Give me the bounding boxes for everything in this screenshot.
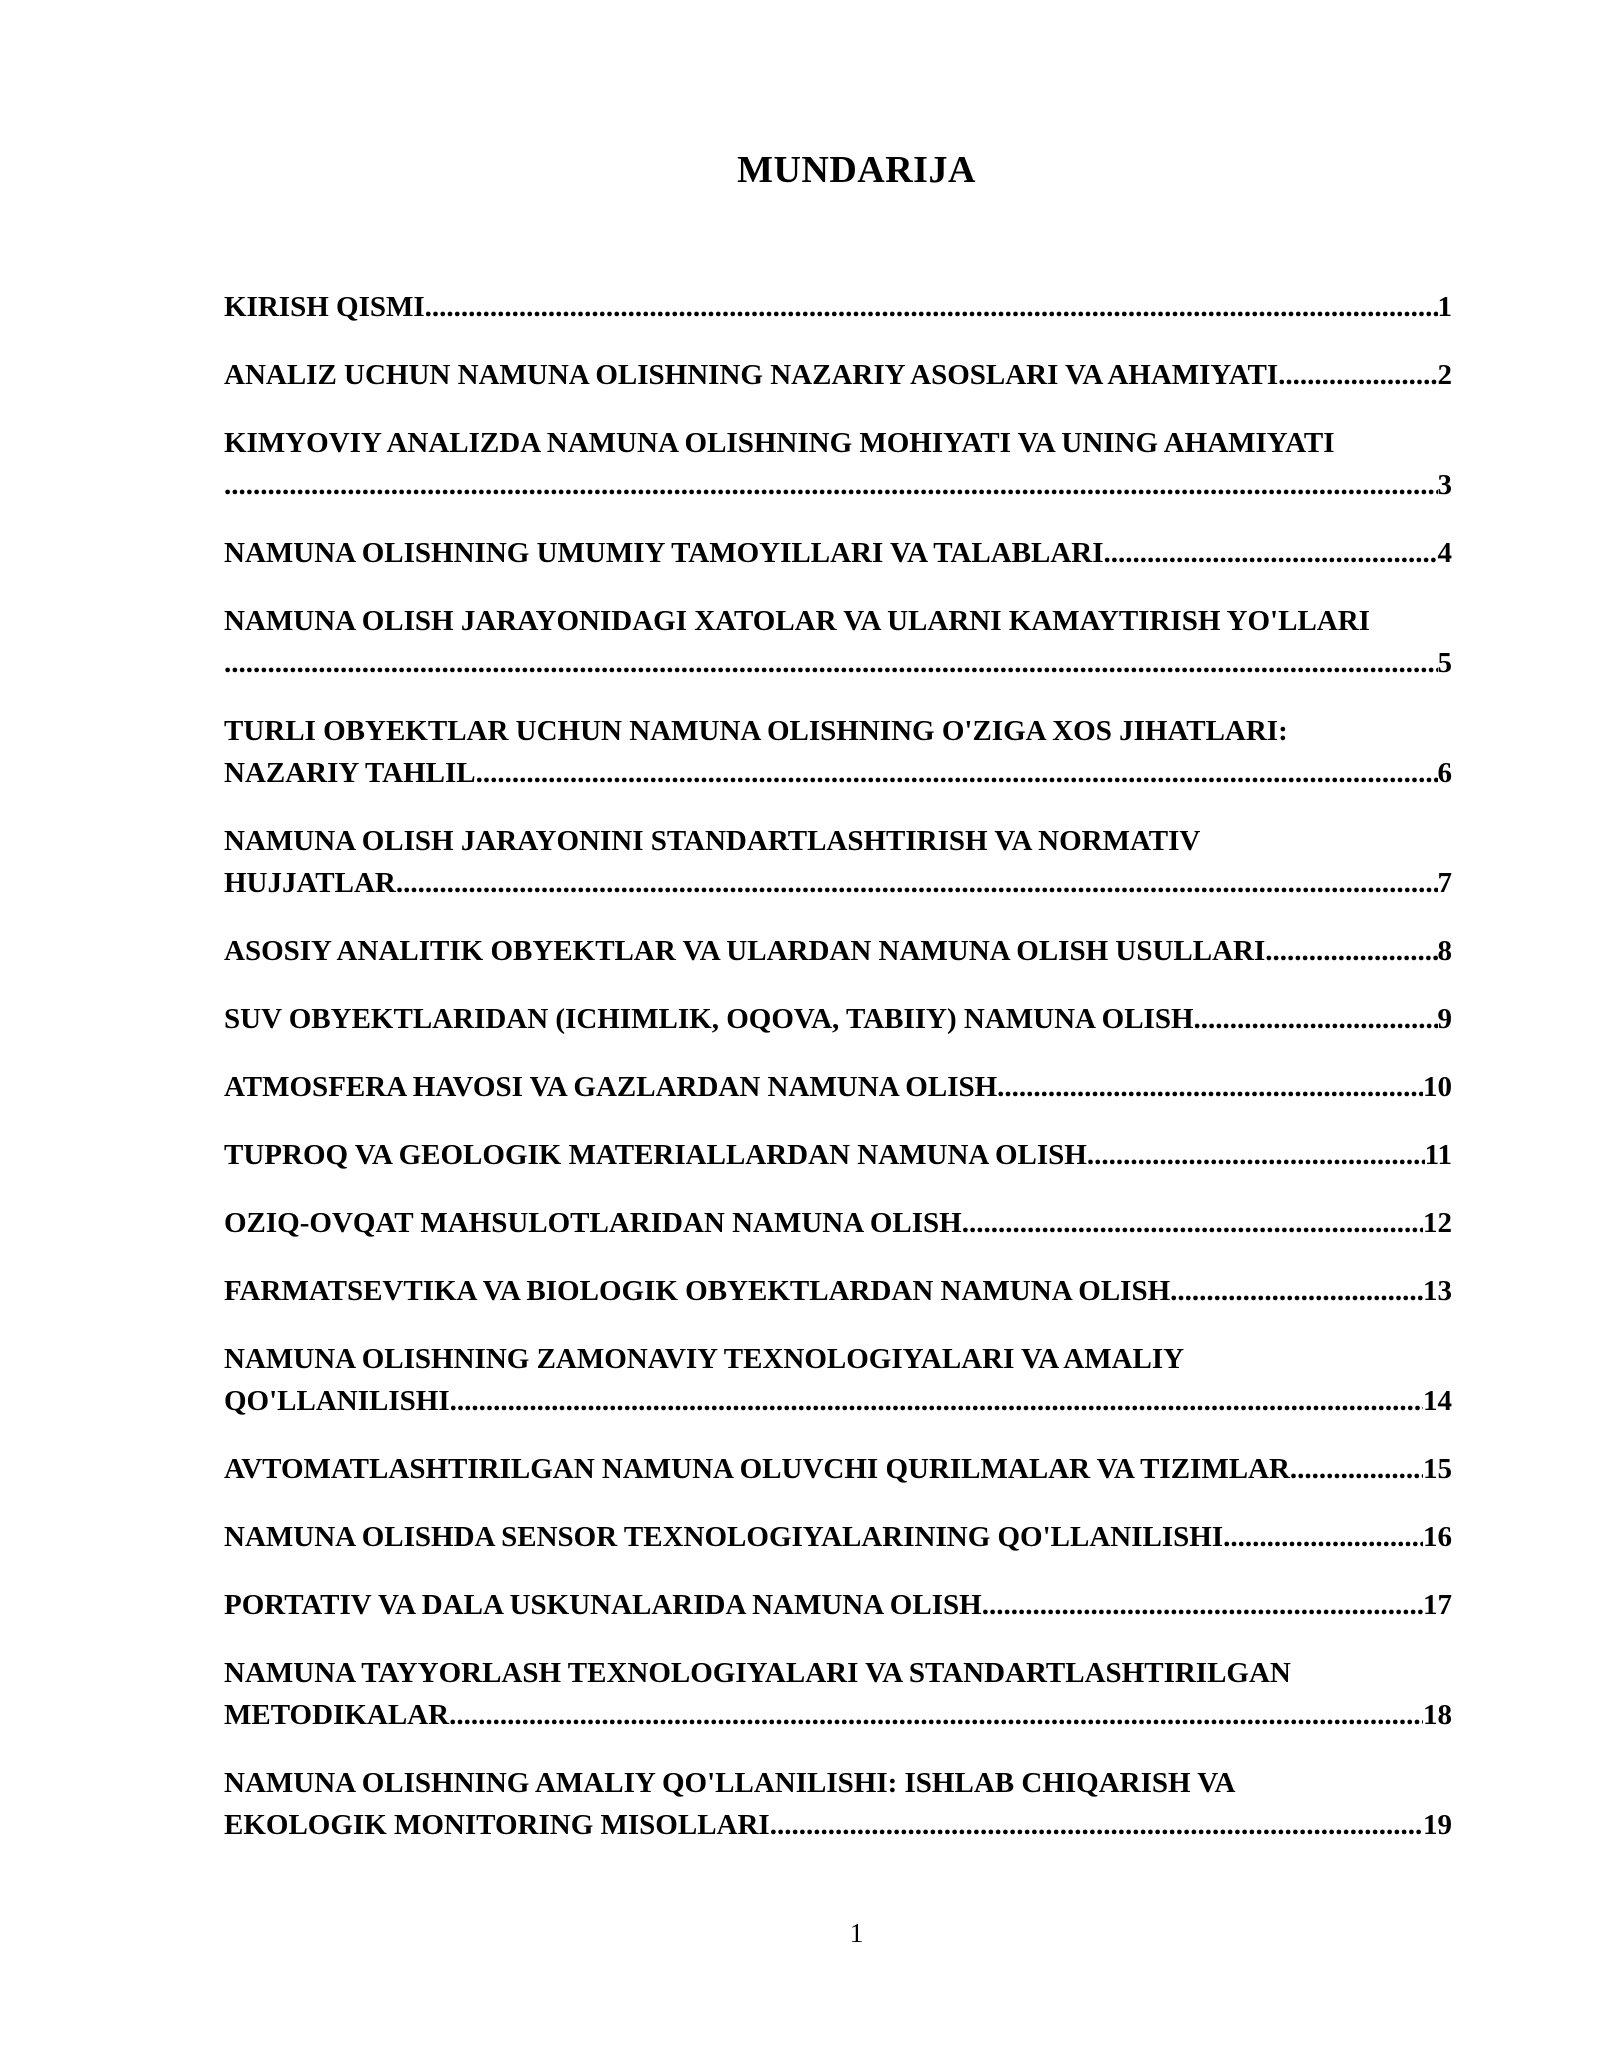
toc-entry[interactable] xyxy=(224,710,1452,794)
toc-entry-leader-line xyxy=(224,354,1452,396)
toc-page-number: 7 xyxy=(1437,867,1452,899)
toc-entry-title: OZIQ-OVQAT MAHSULOTLARIDAN NAMUNA OLISH xyxy=(224,1207,962,1239)
dot-leader xyxy=(1170,1270,1423,1312)
toc-entry[interactable] xyxy=(224,930,1452,972)
toc-page-number: 4 xyxy=(1437,537,1452,569)
toc-entry-title: AVTOMATLASHTIRILGAN NAMUNA OLUVCHI QURILMALAR VA TIZIMLAR. xyxy=(224,1453,1298,1485)
toc-entry-title: NAMUNA OLISHDA SENSOR TEXNOLOGIYALARINING QO'LLANILISHI xyxy=(224,1521,1224,1553)
toc-entry-leader-line xyxy=(224,286,1452,328)
toc-entry[interactable] xyxy=(224,1652,1452,1736)
toc-entry-leader-line xyxy=(224,1270,1452,1312)
dot-leader xyxy=(1087,1134,1425,1176)
toc-entry-title: QO'LLANILISHI xyxy=(224,1385,450,1417)
dot-leader xyxy=(1104,532,1438,574)
toc-entry-title: NAMUNA OLISHNING UMUMIY TAMOYILLARI VA TALABLARI xyxy=(224,537,1104,569)
page-number: 1 xyxy=(849,1918,864,1948)
dot-leader xyxy=(1297,1448,1423,1490)
toc-entry-title: ASOSIY ANALITIK OBYEKTLAR VA ULARDAN NAMUNA OLISH USULLARI xyxy=(224,935,1266,967)
toc-entry-title: FARMATSEVTIKA VA BIOLOGIK OBYEKTLARDAN NAMUNA OLISH xyxy=(224,1275,1171,1307)
toc-entry[interactable] xyxy=(224,354,1452,396)
toc-entry-title: ATMOSFERA HAVOSI VA GAZLARDAN NAMUNA OLISH xyxy=(224,1071,998,1103)
toc-entry-title-line: NAMUNA OLISH JARAYONINI STANDARTLASHTIRISH VA NORMATIV xyxy=(224,825,1201,857)
toc-entry[interactable] xyxy=(224,1584,1452,1626)
dot-leader xyxy=(997,1066,1423,1108)
dot-leader xyxy=(224,642,1438,684)
toc-entry-title-line: NAMUNA OLISHNING ZAMONAVIY TEXNOLOGIYALARI VA AMALIY xyxy=(224,1343,1185,1375)
toc-page-number: 3 xyxy=(1437,469,1452,501)
toc-entry-leader-line xyxy=(224,752,1452,794)
toc-entry-title-line: NAMUNA OLISH JARAYONIDAGI XATOLAR VA ULARNI KAMAYTIRISH YO'LLARI xyxy=(224,605,1370,637)
dot-leader xyxy=(1223,1516,1423,1558)
toc-entry-title: SUV OBYEKTLARIDAN (ICHIMLIK, OQOVA, TABIIY) NAMUNA OLISH xyxy=(224,1003,1194,1035)
toc-page-number: 5 xyxy=(1437,647,1452,679)
toc-entry-leader-line xyxy=(224,1584,1452,1626)
toc-entry-title: HUJJATLAR xyxy=(224,867,396,899)
dot-leader xyxy=(982,1584,1423,1626)
toc-entry[interactable] xyxy=(224,1202,1452,1244)
toc-page-number: 17 xyxy=(1423,1589,1452,1621)
toc-entry[interactable] xyxy=(224,600,1452,684)
dot-leader xyxy=(224,464,1438,506)
toc-page-number: 19 xyxy=(1423,1809,1452,1841)
toc-page-number: 11 xyxy=(1424,1139,1452,1171)
toc-entry-leader-line xyxy=(224,642,1452,684)
toc-entry-leader-line xyxy=(224,464,1452,506)
dot-leader xyxy=(450,1380,1423,1422)
toc-entry-title-line: NAMUNA OLISHNING AMALIY QO'LLANILISHI: ISHLAB CHIQARISH VA xyxy=(224,1767,1236,1799)
toc-entry-title: PORTATIV VA DALA USKUNALARIDA NAMUNA OLISH xyxy=(224,1589,982,1621)
toc-page-number: 8 xyxy=(1437,935,1452,967)
toc-entry[interactable] xyxy=(224,998,1452,1040)
toc-entry-title: TUPROQ VA GEOLOGIK MATERIALLARDAN NAMUNA OLISH xyxy=(224,1139,1087,1171)
toc-entry-leader-line xyxy=(224,1380,1452,1422)
toc-entry[interactable] xyxy=(224,1338,1452,1422)
dot-leader xyxy=(396,862,1438,904)
dot-leader xyxy=(425,286,1438,328)
toc-entry-title-line: KIMYOVIY ANALIZDA NAMUNA OLISHNING MOHIYATI VA UNING AHAMIYATI xyxy=(224,427,1335,459)
toc-page-number: 6 xyxy=(1437,757,1452,789)
toc-entry-title-line: NAMUNA TAYYORLASH TEXNOLOGIYALARI VA STANDARTLASHTIRILGAN xyxy=(224,1657,1291,1689)
dot-leader xyxy=(1265,930,1437,972)
toc-entry[interactable] xyxy=(224,422,1452,506)
toc-entry-leader-line xyxy=(224,1066,1452,1108)
toc-entry-leader-line xyxy=(224,862,1452,904)
toc-entry[interactable] xyxy=(224,1762,1452,1846)
dot-leader xyxy=(962,1202,1423,1244)
table-of-contents xyxy=(224,286,1452,1872)
toc-page-number: 16 xyxy=(1423,1521,1452,1553)
page-title: MUNDARIJA xyxy=(737,149,976,191)
toc-entry[interactable] xyxy=(224,1516,1452,1558)
toc-entry-leader-line xyxy=(224,1448,1452,1490)
toc-page-number: 12 xyxy=(1423,1207,1452,1239)
toc-page-number: 1 xyxy=(1437,291,1452,323)
toc-entry-leader-line xyxy=(224,1516,1452,1558)
toc-page-number: 18 xyxy=(1423,1699,1452,1731)
toc-entry[interactable] xyxy=(224,1448,1452,1490)
toc-page-number: 2 xyxy=(1437,359,1452,391)
toc-page-number: 10 xyxy=(1423,1071,1452,1103)
toc-entry-leader-line xyxy=(224,1202,1452,1244)
toc-entry-leader-line xyxy=(224,1804,1452,1846)
dot-leader xyxy=(770,1804,1423,1846)
toc-entry-leader-line xyxy=(224,532,1452,574)
dot-leader xyxy=(476,752,1438,794)
toc-entry-title-line: TURLI OBYEKTLAR UCHUN NAMUNA OLISHNING O'ZIGA XOS JIHATLARI: xyxy=(224,715,1288,747)
toc-page-number: 9 xyxy=(1437,1003,1452,1035)
dot-leader xyxy=(1194,998,1438,1040)
toc-entry-title: METODIKALAR xyxy=(224,1699,450,1731)
toc-entry[interactable] xyxy=(224,286,1452,328)
dot-leader xyxy=(449,1694,1423,1736)
toc-entry[interactable] xyxy=(224,1270,1452,1312)
toc-entry-leader-line xyxy=(224,998,1452,1040)
toc-entry-leader-line xyxy=(224,930,1452,972)
toc-entry-title: KIRISH QISMI xyxy=(224,291,425,323)
toc-entry-title: ANALIZ UCHUN NAMUNA OLISHNING NAZARIY ASOSLARI VA AHAMIYATI xyxy=(224,359,1279,391)
toc-entry[interactable] xyxy=(224,532,1452,574)
toc-entry[interactable] xyxy=(224,1066,1452,1108)
toc-page-number: 14 xyxy=(1423,1385,1452,1417)
toc-page-number: 15 xyxy=(1423,1453,1452,1485)
toc-entry-title: NAZARIY TAHLIL xyxy=(224,757,476,789)
toc-entry[interactable] xyxy=(224,1134,1452,1176)
toc-entry-title: EKOLOGIK MONITORING MISOLLARI xyxy=(224,1809,770,1841)
dot-leader xyxy=(1278,354,1437,396)
toc-entry[interactable] xyxy=(224,820,1452,904)
toc-entry-leader-line xyxy=(224,1134,1452,1176)
toc-entry-leader-line xyxy=(224,1694,1452,1736)
toc-page-number: 13 xyxy=(1423,1275,1452,1307)
